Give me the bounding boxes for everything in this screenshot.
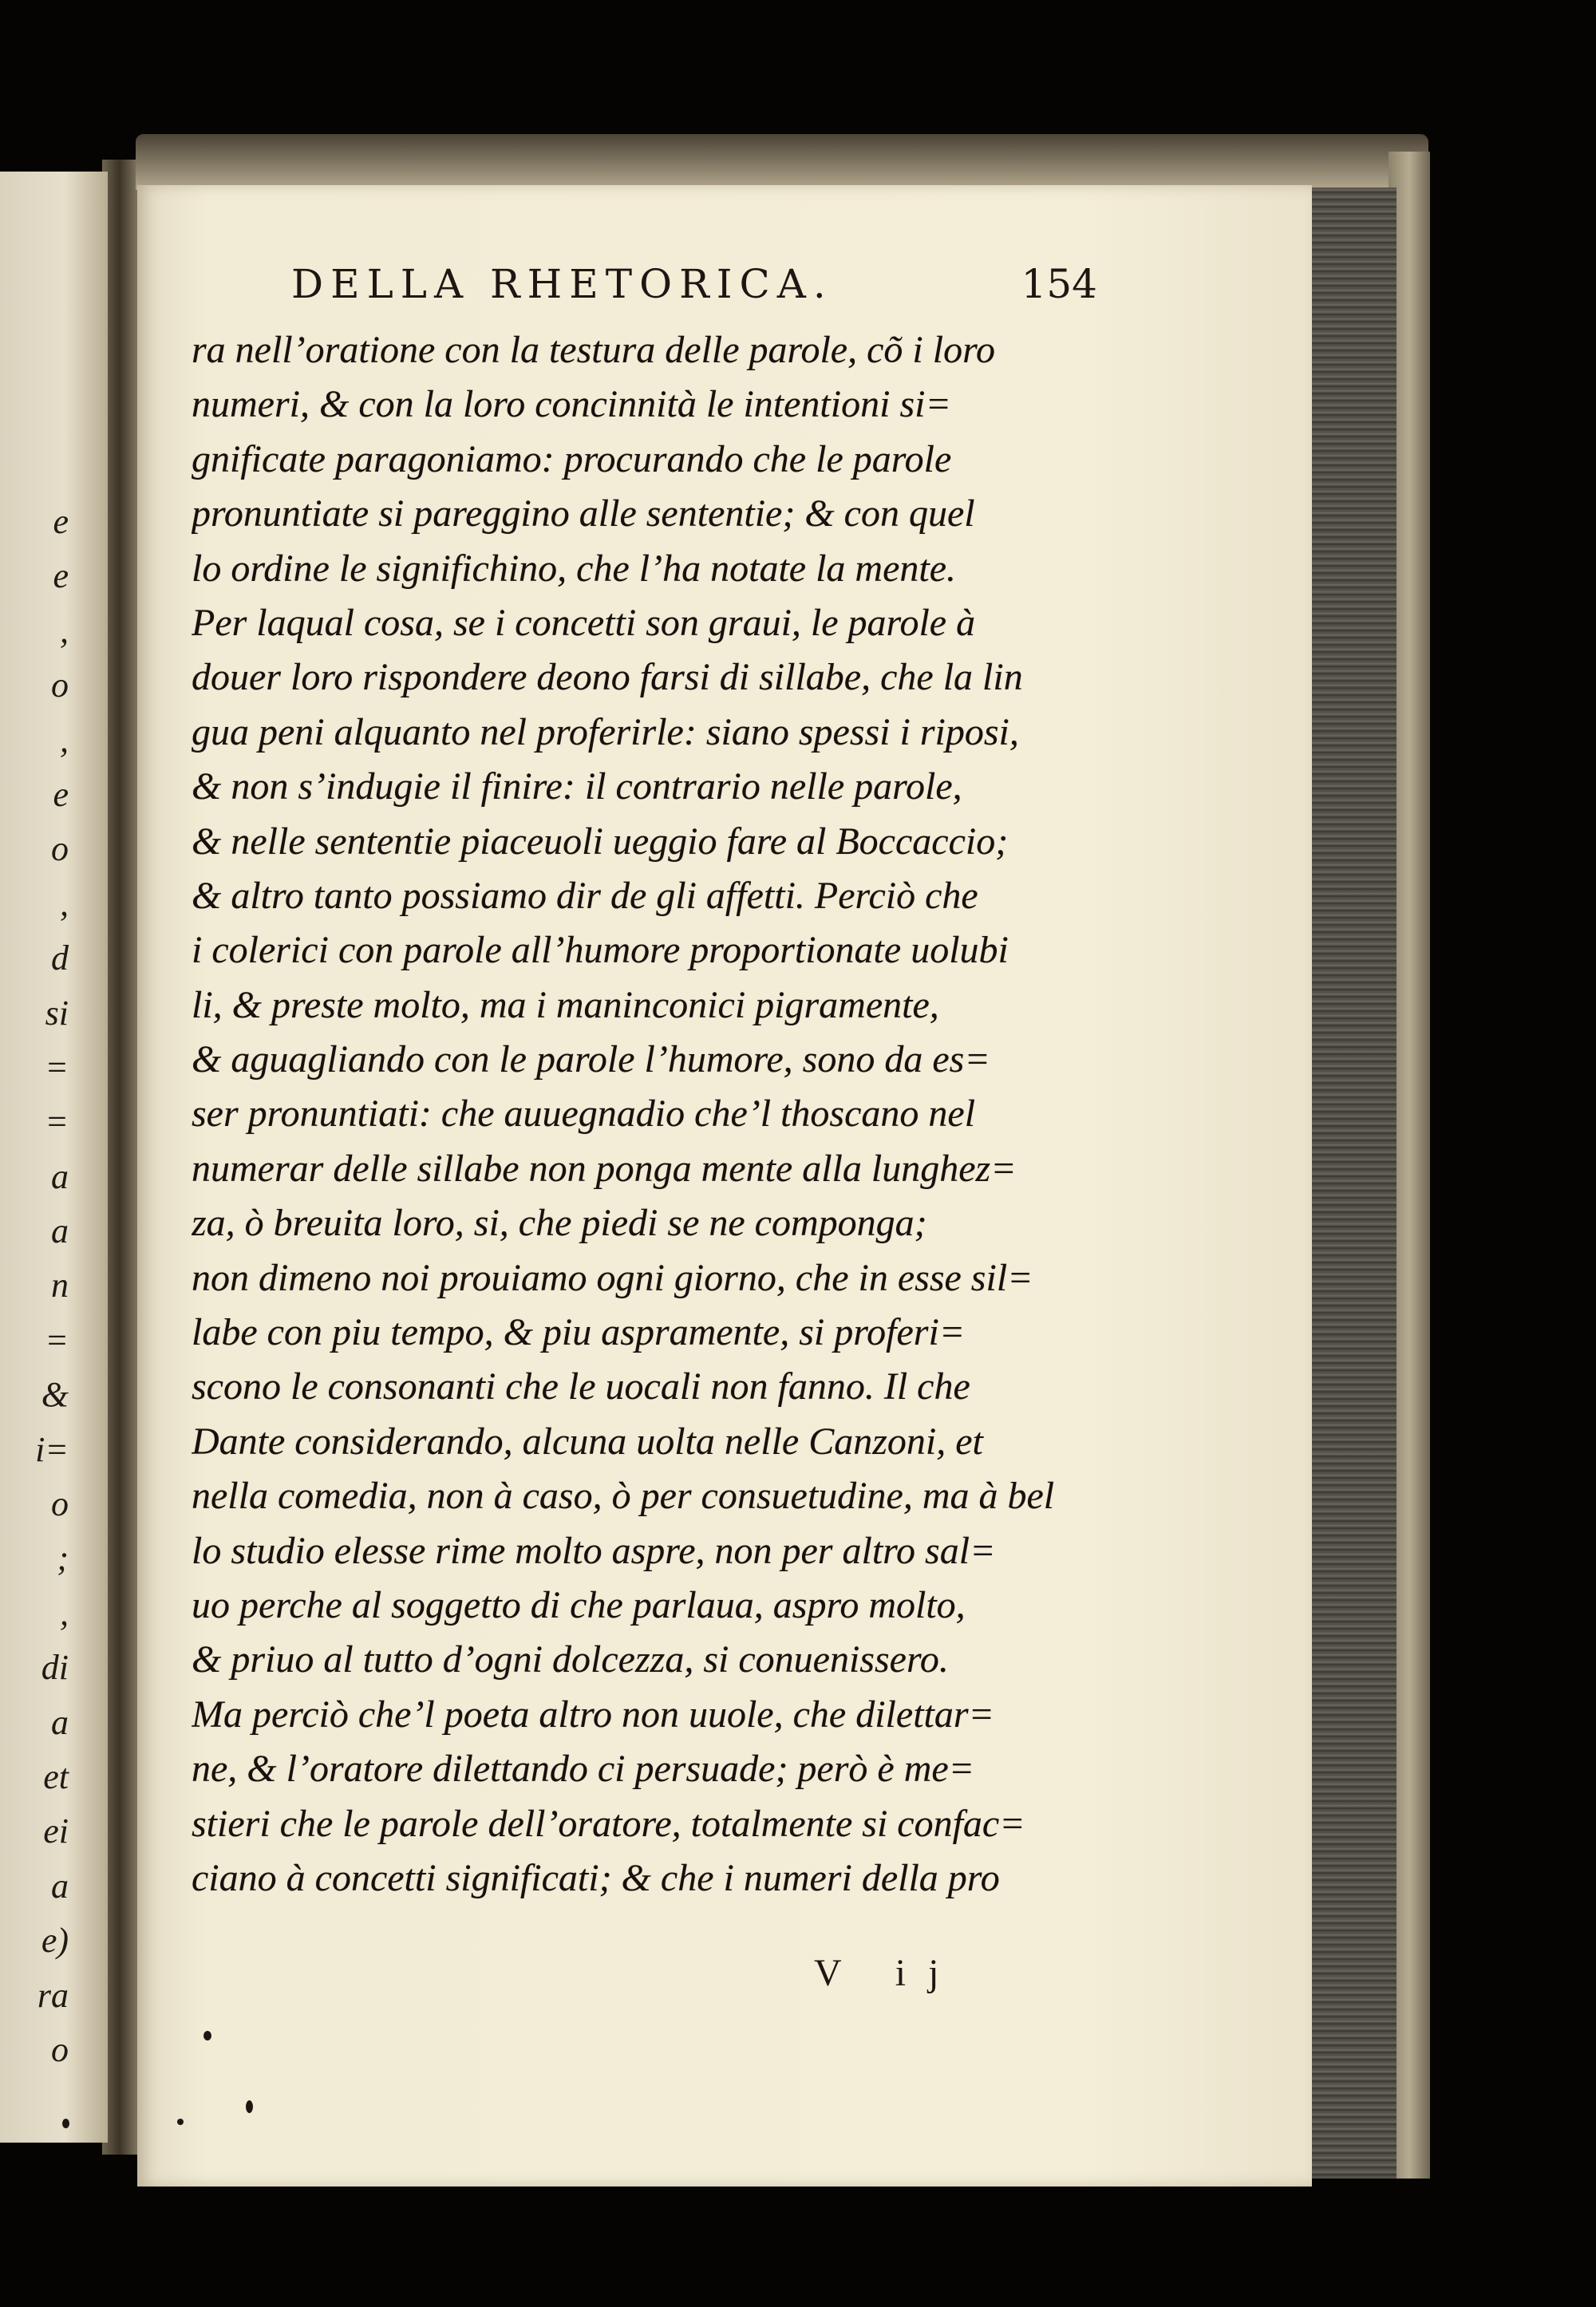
page-block-edge: [1301, 188, 1396, 2179]
text-line: i colerici con parole all’humore proportionate uolubi: [192, 929, 1009, 972]
ink-speck: [246, 2100, 253, 2113]
text-line: nella comedia, non à caso, ò per consuetudine, ma à bel: [192, 1475, 1055, 1518]
text-line: labe con piu tempo, & piu aspramente, si proferi=: [192, 1311, 966, 1354]
left-page-fragment: ra: [37, 1975, 69, 2015]
text-line: & non s’indugie il finire: il contrario nelle parole,: [192, 765, 962, 808]
left-page-fragment: si: [45, 993, 69, 1033]
left-page-fragment: &: [41, 1375, 69, 1415]
ink-speck: [203, 2031, 211, 2040]
text-line: numeri, & con la loro concinnità le intentioni si=: [192, 383, 951, 426]
left-page-fragment: ,: [60, 720, 69, 760]
left-page-fragment: i=: [35, 1429, 69, 1469]
text-line: gua peni alquanto nel proferirle: siano spessi i riposi,: [192, 710, 1019, 753]
left-page-fragment: d: [51, 938, 69, 978]
left-page-fragment: o: [51, 829, 69, 869]
left-page-fragment: o: [51, 666, 69, 705]
left-page-fragment: =: [45, 1047, 69, 1087]
text-line: numerar delle sillabe non ponga mente alla lunghez=: [192, 1147, 1017, 1190]
text-line: pronuntiate si pareggino alle sententie; & con quel: [192, 492, 975, 535]
text-line: Ma perciò che’l poeta altro non uuole, che dilettar=: [192, 1693, 994, 1736]
text-line: ciano à concetti significati; & che i numeri della pro: [192, 1856, 1000, 1899]
left-page-fragment: di: [41, 1648, 69, 1688]
left-page-fragment: ei: [43, 1811, 69, 1851]
ink-speck: [62, 2119, 69, 2128]
text-line: & priuo al tutto d’ogni dolcezza, si conuenissero.: [192, 1638, 949, 1681]
left-page-fragment: a: [51, 1866, 69, 1906]
text-line: li, & preste molto, ma i maninconici pigramente,: [192, 983, 939, 1026]
left-page-fragment: a: [51, 1211, 69, 1251]
left-page-fragment: ,: [60, 1593, 69, 1633]
text-line: scono le consonanti che le uocali non fanno. Il che: [192, 1365, 970, 1408]
left-page-fragment: et: [43, 1756, 69, 1796]
text-line: za, ò breuita loro, si, che piedi se ne componga;: [192, 1202, 927, 1245]
text-line: non dimeno noi prouiamo ogni giorno, che in esse sil=: [192, 1256, 1033, 1299]
text-line: douer loro rispondere deono farsi di sillabe, che la lin: [192, 656, 1023, 699]
ink-speck: [177, 2119, 184, 2125]
left-page-fragment: =: [45, 1102, 69, 1142]
book-cover-top-edge: [136, 134, 1428, 190]
page-number: 154: [1021, 261, 1097, 307]
text-line: lo ordine le significhino, che l’ha notate la mente.: [192, 547, 957, 590]
left-page-text-fragments: [0, 495, 72, 2077]
left-page-fragment: n: [51, 1266, 69, 1306]
text-line: & aguagliando con le parole l’humore, sono da es=: [192, 1038, 990, 1081]
left-page-fragment: a: [51, 1702, 69, 1742]
text-line: ne, & l’oratore dilettando ci persuade; però è me=: [192, 1748, 975, 1791]
text-line: gnificate paragoniamo: procurando che le parole: [192, 437, 952, 480]
text-line: lo studio elesse rime molto aspre, non per altro sal=: [192, 1529, 996, 1572]
left-page-fragment: =: [45, 1320, 69, 1360]
text-line: Dante considerando, alcuna uolta nelle Canzoni, et: [192, 1420, 983, 1463]
text-line: ser pronuntiati: che auuegnadio che’l thoscano nel: [192, 1092, 976, 1136]
text-line: Per laqual cosa, se i concetti son graui, le parole à: [192, 601, 976, 644]
text-line: stieri che le parole dell’oratore, totalmente si confac=: [192, 1802, 1025, 1845]
left-page-fragment: e: [53, 774, 69, 814]
left-page: [0, 172, 108, 2143]
signature-mark: V ij: [814, 1952, 962, 1994]
left-page-fragment: e: [53, 556, 69, 596]
body-text: [192, 323, 1077, 1906]
text-line: & nelle sententie piaceuoli ueggio fare al Boccaccio;: [192, 820, 1009, 863]
left-page-fragment: ;: [57, 1539, 69, 1578]
page-header: [291, 261, 1097, 317]
left-page-fragment: e): [41, 1921, 69, 1961]
left-page-fragment: o: [51, 2029, 69, 2069]
text-line: ra nell’oratione con la testura delle parole, cõ i loro: [192, 329, 995, 371]
left-page-fragment: ,: [60, 883, 69, 923]
text-line: & altro tanto possiamo dir de gli affetti. Perciò che: [192, 874, 978, 917]
book-gutter: [102, 160, 140, 2155]
left-page-fragment: a: [51, 1156, 69, 1196]
left-page-fragment: e: [53, 502, 69, 541]
left-page-fragment: o: [51, 1484, 69, 1524]
text-line: uo perche al soggetto di che parlaua, aspro molto,: [192, 1583, 966, 1626]
left-page-fragment: ,: [60, 610, 69, 650]
running-title: DELLA RHETORICA.: [291, 261, 833, 307]
